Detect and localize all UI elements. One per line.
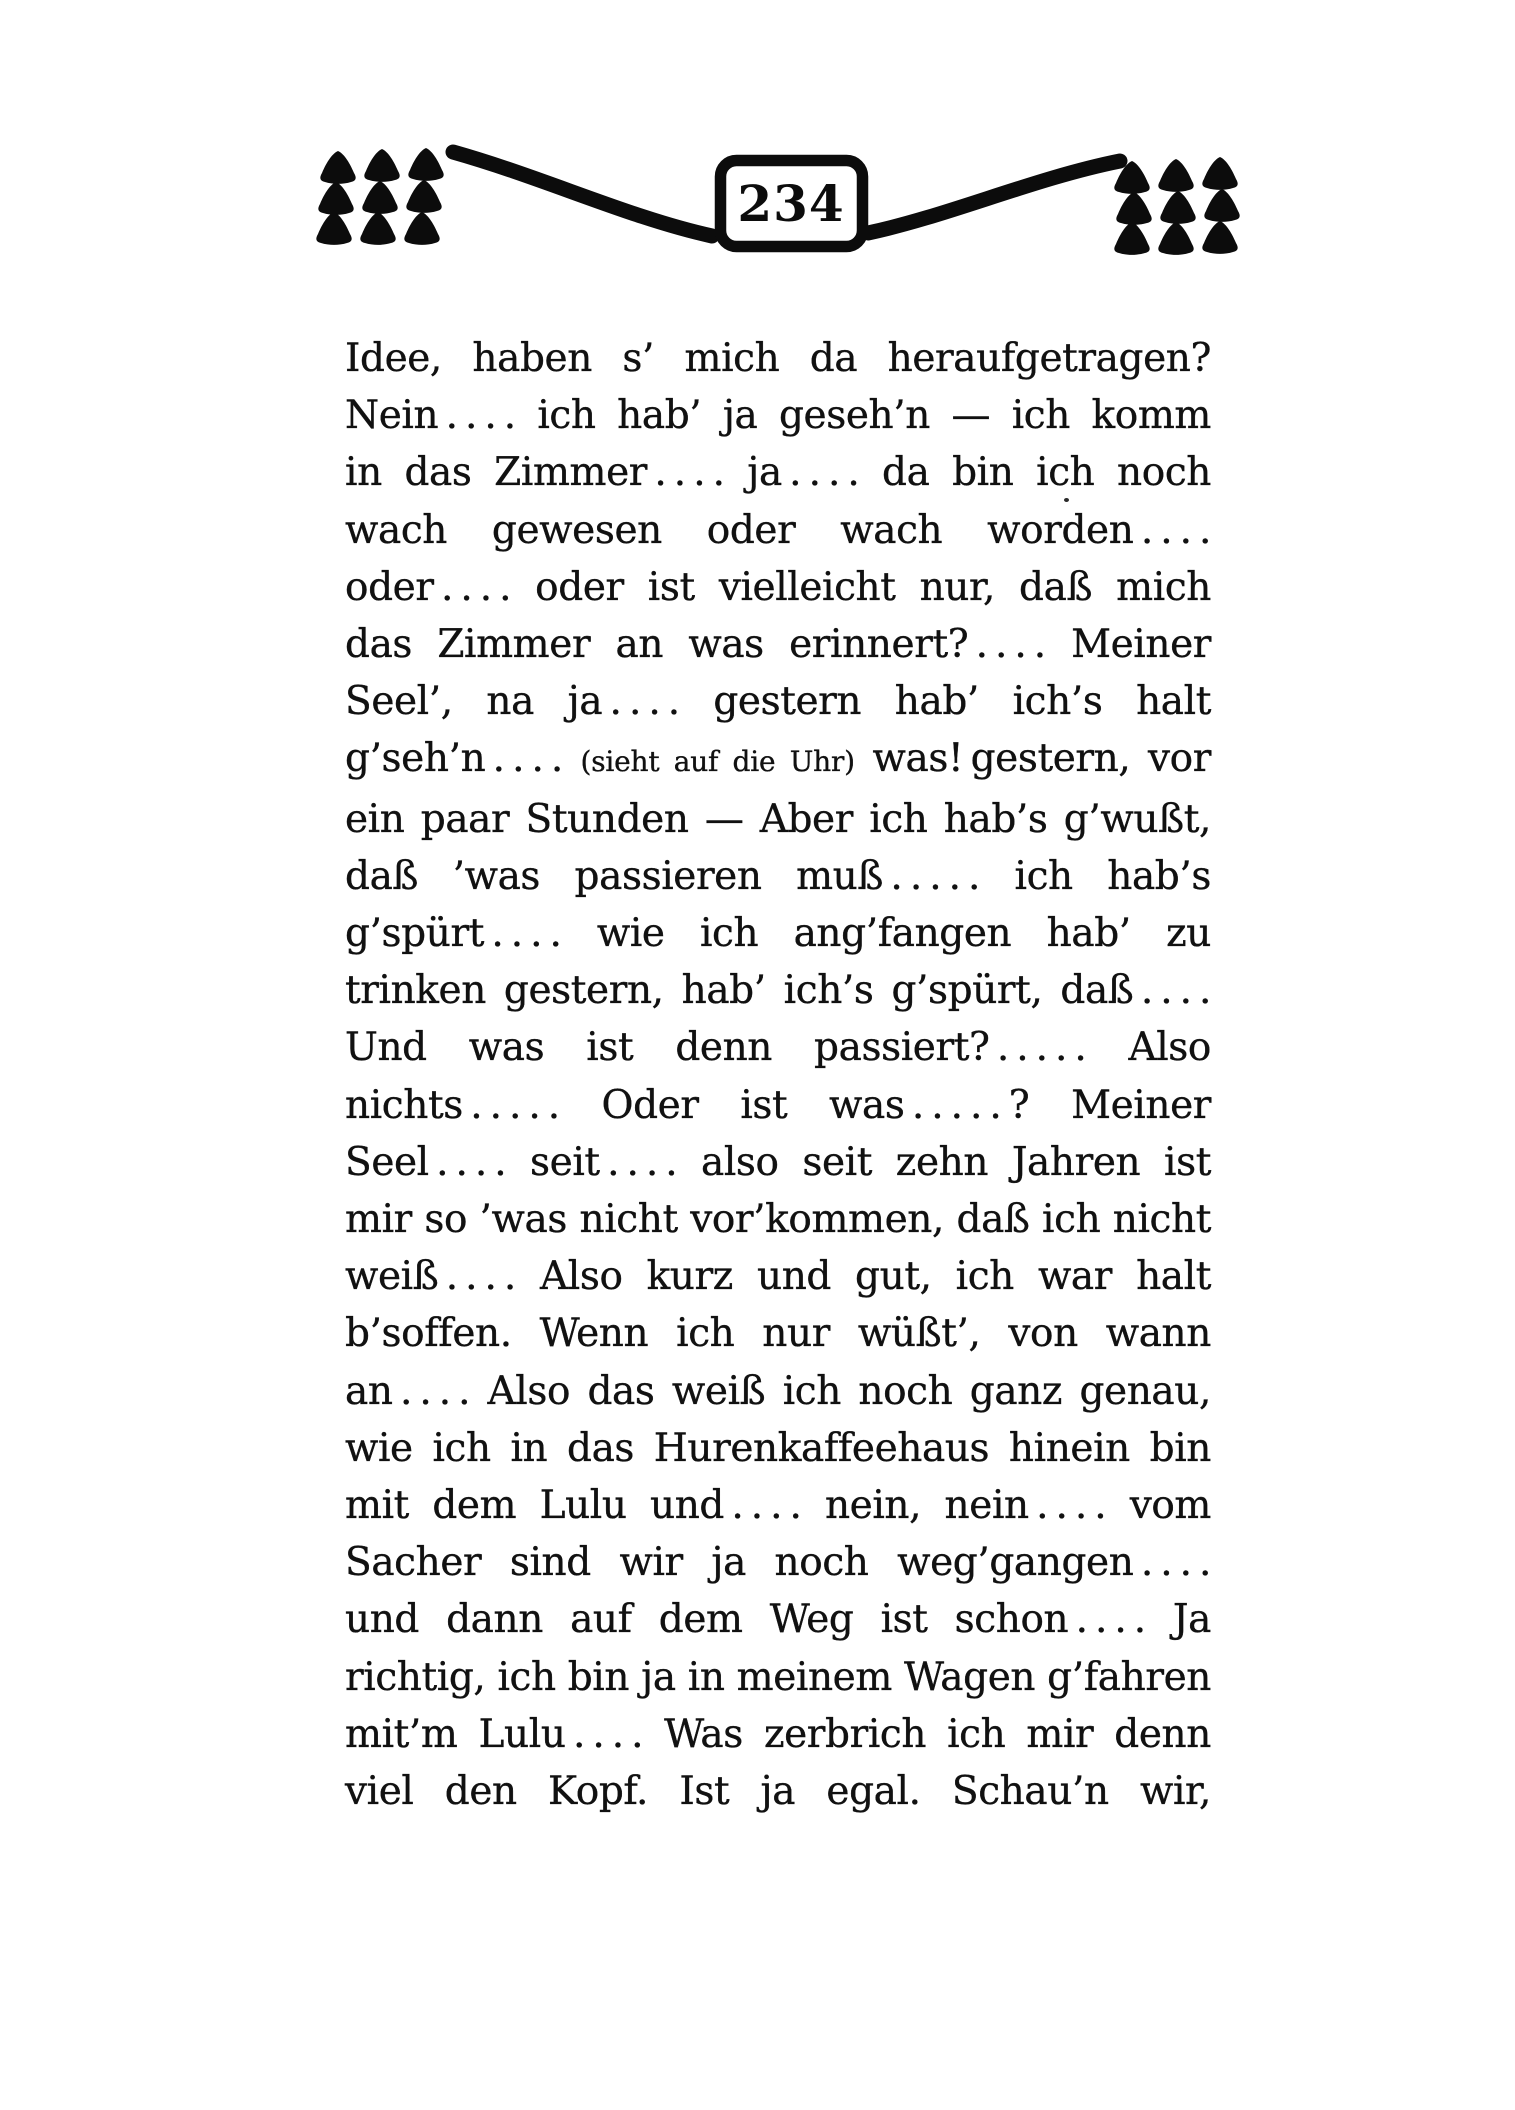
text-line: [345, 730, 1211, 790]
page-text: [345, 330, 1211, 1820]
text-segment: was! gestern, vor: [854, 736, 1211, 782]
text-line: Und was ist denn passiert? . . . . . Also: [345, 1025, 1211, 1071]
text-line: richtig, ich bin ja in meinem Wagen g’fahren: [345, 1654, 1211, 1700]
text-line: nichts . . . . . Oder ist was . . . . . ? Meiner: [345, 1082, 1211, 1128]
text-line: mir so ’was nicht vor’kommen, daß ich nicht: [345, 1197, 1211, 1243]
page-number: 234: [737, 173, 845, 233]
text-line: viel den Kopf. Ist ja egal. Schau’n wir,: [345, 1769, 1211, 1815]
text-line: ein paar Stunden — Aber ich hab’s g’wußt,: [345, 796, 1211, 842]
swoosh-line-right-icon: [868, 161, 1120, 233]
text-segment: g’seh’n . . . .: [345, 736, 581, 782]
text-line: daß ’was passieren muß . . . . . ich hab’s: [345, 853, 1211, 899]
triangle-cluster-icon-right: [1114, 157, 1239, 255]
text-line: trinken gestern, hab’ ich’s g’spürt, daß . . . .: [345, 968, 1211, 1014]
text-line: b’soffen. Wenn ich nur wüßt’, von wann: [345, 1311, 1211, 1357]
text-line: Sacher sind wir ja noch weg’gangen . . . .: [345, 1540, 1211, 1586]
text-line: Nein . . . . ich hab’ ja geseh’n — ich komm: [345, 393, 1211, 439]
text-line: das Zimmer an was erinnert? . . . . Meiner: [345, 622, 1211, 668]
swoosh-line-left-icon: [453, 152, 712, 236]
text-line: wie ich in das Hurenkaffeehaus hinein bin: [345, 1425, 1211, 1471]
text-line: und dann auf dem Weg ist schon . . . . Ja: [345, 1597, 1211, 1643]
text-line: weiß . . . . Also kurz und gut, ich war halt: [345, 1254, 1211, 1300]
text-line: in das Zimmer . . . . ja . . . . da bin ich noch: [345, 450, 1211, 496]
ink-speck: [1064, 498, 1069, 502]
stage-direction: (sieht auf die Uhr): [580, 745, 855, 779]
text-line: an . . . . Also das weiß ich noch ganz genau,: [345, 1368, 1211, 1414]
text-line: mit dem Lulu und . . . . nein, nein . . . . vom: [345, 1483, 1211, 1529]
text-line: Seel . . . . seit . . . . also seit zehn Jahren ist: [345, 1139, 1211, 1185]
text-line: Idee, haben s’ mich da heraufgetragen?: [345, 336, 1211, 381]
text-line: mit’m Lulu . . . . Was zerbrich ich mir denn: [345, 1711, 1211, 1757]
text-line: wach gewesen oder wach worden . . . .: [345, 507, 1211, 553]
text-line: oder . . . . oder ist vielleicht nur, daß mich: [345, 564, 1211, 610]
text-line: Seel’, na ja . . . . gestern hab’ ich’s halt: [345, 679, 1211, 725]
text-line: g’spürt . . . . wie ich ang’fangen hab’ zu: [345, 911, 1211, 957]
triangle-cluster-icon-left: [316, 148, 443, 245]
